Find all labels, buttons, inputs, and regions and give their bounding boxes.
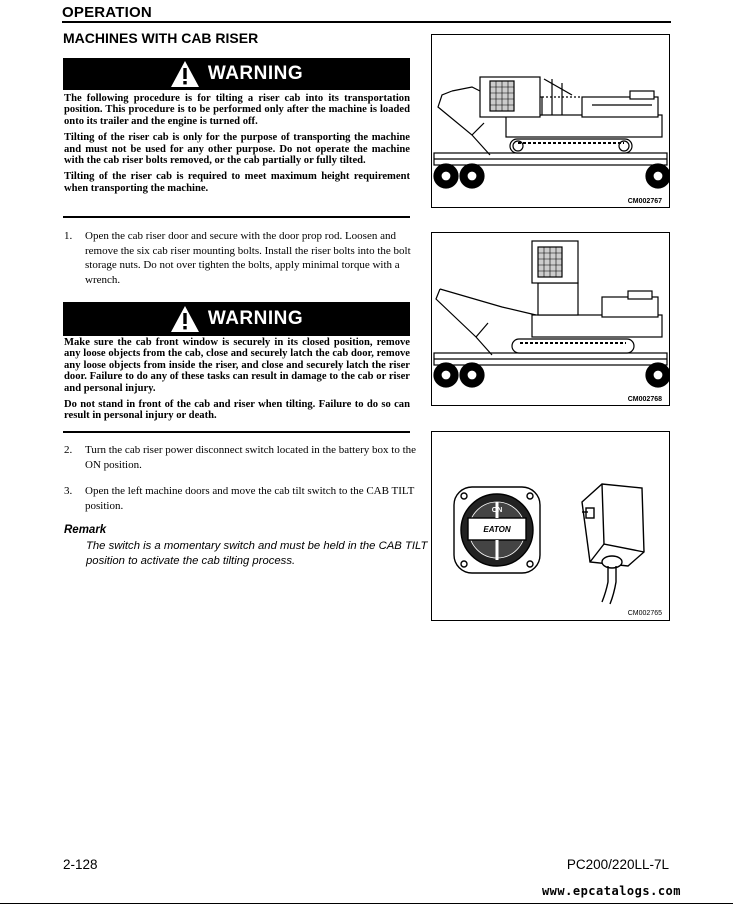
switch-off-label: I <box>495 548 499 557</box>
figure-excavator-riser-tilted <box>431 232 670 406</box>
warning-2-paragraph: Make sure the cab front window is securely in its closed position, remove any loose objects from the cab, close and securely latch the cab door, remove any loose objects from inside the riser, and close and securely latch the riser door. Failure to do any of these tasks can result in damage to the cab or riser and personal injury. <box>64 337 410 394</box>
switch-illustration <box>432 432 669 620</box>
switch-on-label: ON <box>491 507 503 514</box>
step-1 <box>64 229 426 287</box>
warning-banner-1 <box>63 58 410 90</box>
warning-text-1 <box>64 93 410 199</box>
warning-triangle-icon <box>170 305 200 333</box>
figure-code: CM002765 <box>627 610 662 617</box>
step-number: 2. <box>64 444 73 456</box>
footer-model: PC200/220LL-7L <box>566 857 669 872</box>
step-number: 1. <box>64 230 73 242</box>
warning-text-2 <box>64 337 410 427</box>
step-2 <box>64 443 426 472</box>
figure-code: CM002767 <box>627 198 662 205</box>
warning-triangle-icon <box>170 60 200 88</box>
step-3 <box>64 484 426 513</box>
step-number: 3. <box>64 485 73 497</box>
switch-brand-label: EATON <box>483 525 511 534</box>
figure-switches <box>431 431 670 621</box>
warning-1-paragraph: The following procedure is for tilting a riser cab into its transportation position. This procedure is to be performed only after the machine is loaded onto its trailer and the engine is turned off. <box>64 93 410 127</box>
warning-label-1: WARNING <box>207 63 304 84</box>
header-title: OPERATION <box>62 4 152 21</box>
footer-website: www.epcatalogs.com <box>541 884 681 898</box>
page-bottom-rule <box>0 903 733 904</box>
excavator-illustration <box>432 35 669 207</box>
step-text: Open the left machine doors and move the cab tilt switch to the CAB TILT position. <box>85 485 415 512</box>
figure-code: CM002768 <box>627 396 662 403</box>
excavator-illustration <box>432 233 669 405</box>
section-title: MACHINES WITH CAB RISER <box>63 30 259 46</box>
warning-1-paragraph: Tilting of the riser cab is only for the purpose of transporting the machine and must not be used for any other purpose. Do not operate the machine with the cab riser bolts removed, or the cab partially or fully tilted. <box>64 132 410 167</box>
warning-1-paragraph: Tilting of the riser cab is required to meet maximum height requirement when transporting the machine. <box>64 171 410 194</box>
warning-1-bottom-rule <box>63 216 410 218</box>
remark-text: The switch is a momentary switch and must be held in the CAB TILT position to activate the cab tilting process. <box>86 540 428 567</box>
warning-label-2: WARNING <box>207 308 304 329</box>
figure-excavator-riser-upright <box>431 34 670 208</box>
warning-banner-2 <box>63 302 410 336</box>
header-rule <box>62 21 671 23</box>
remark-heading: Remark <box>64 524 107 536</box>
footer-page-number: 2-128 <box>63 857 98 872</box>
step-text: Turn the cab riser power disconnect switch located in the battery box to the ON position. <box>85 444 417 471</box>
warning-2-paragraph: Do not stand in front of the cab and riser when tilting. Failure to do so can result in personal injury or death. <box>64 399 410 422</box>
step-text: Open the cab riser door and secure with the door prop rod. Loosen and remove the six cab riser mounting bolts. Install the riser bolts into the bolt storage nuts. Do not over tighten the bolts, apply minimal torque with a wrench. <box>85 230 411 286</box>
warning-2-bottom-rule <box>63 431 410 433</box>
